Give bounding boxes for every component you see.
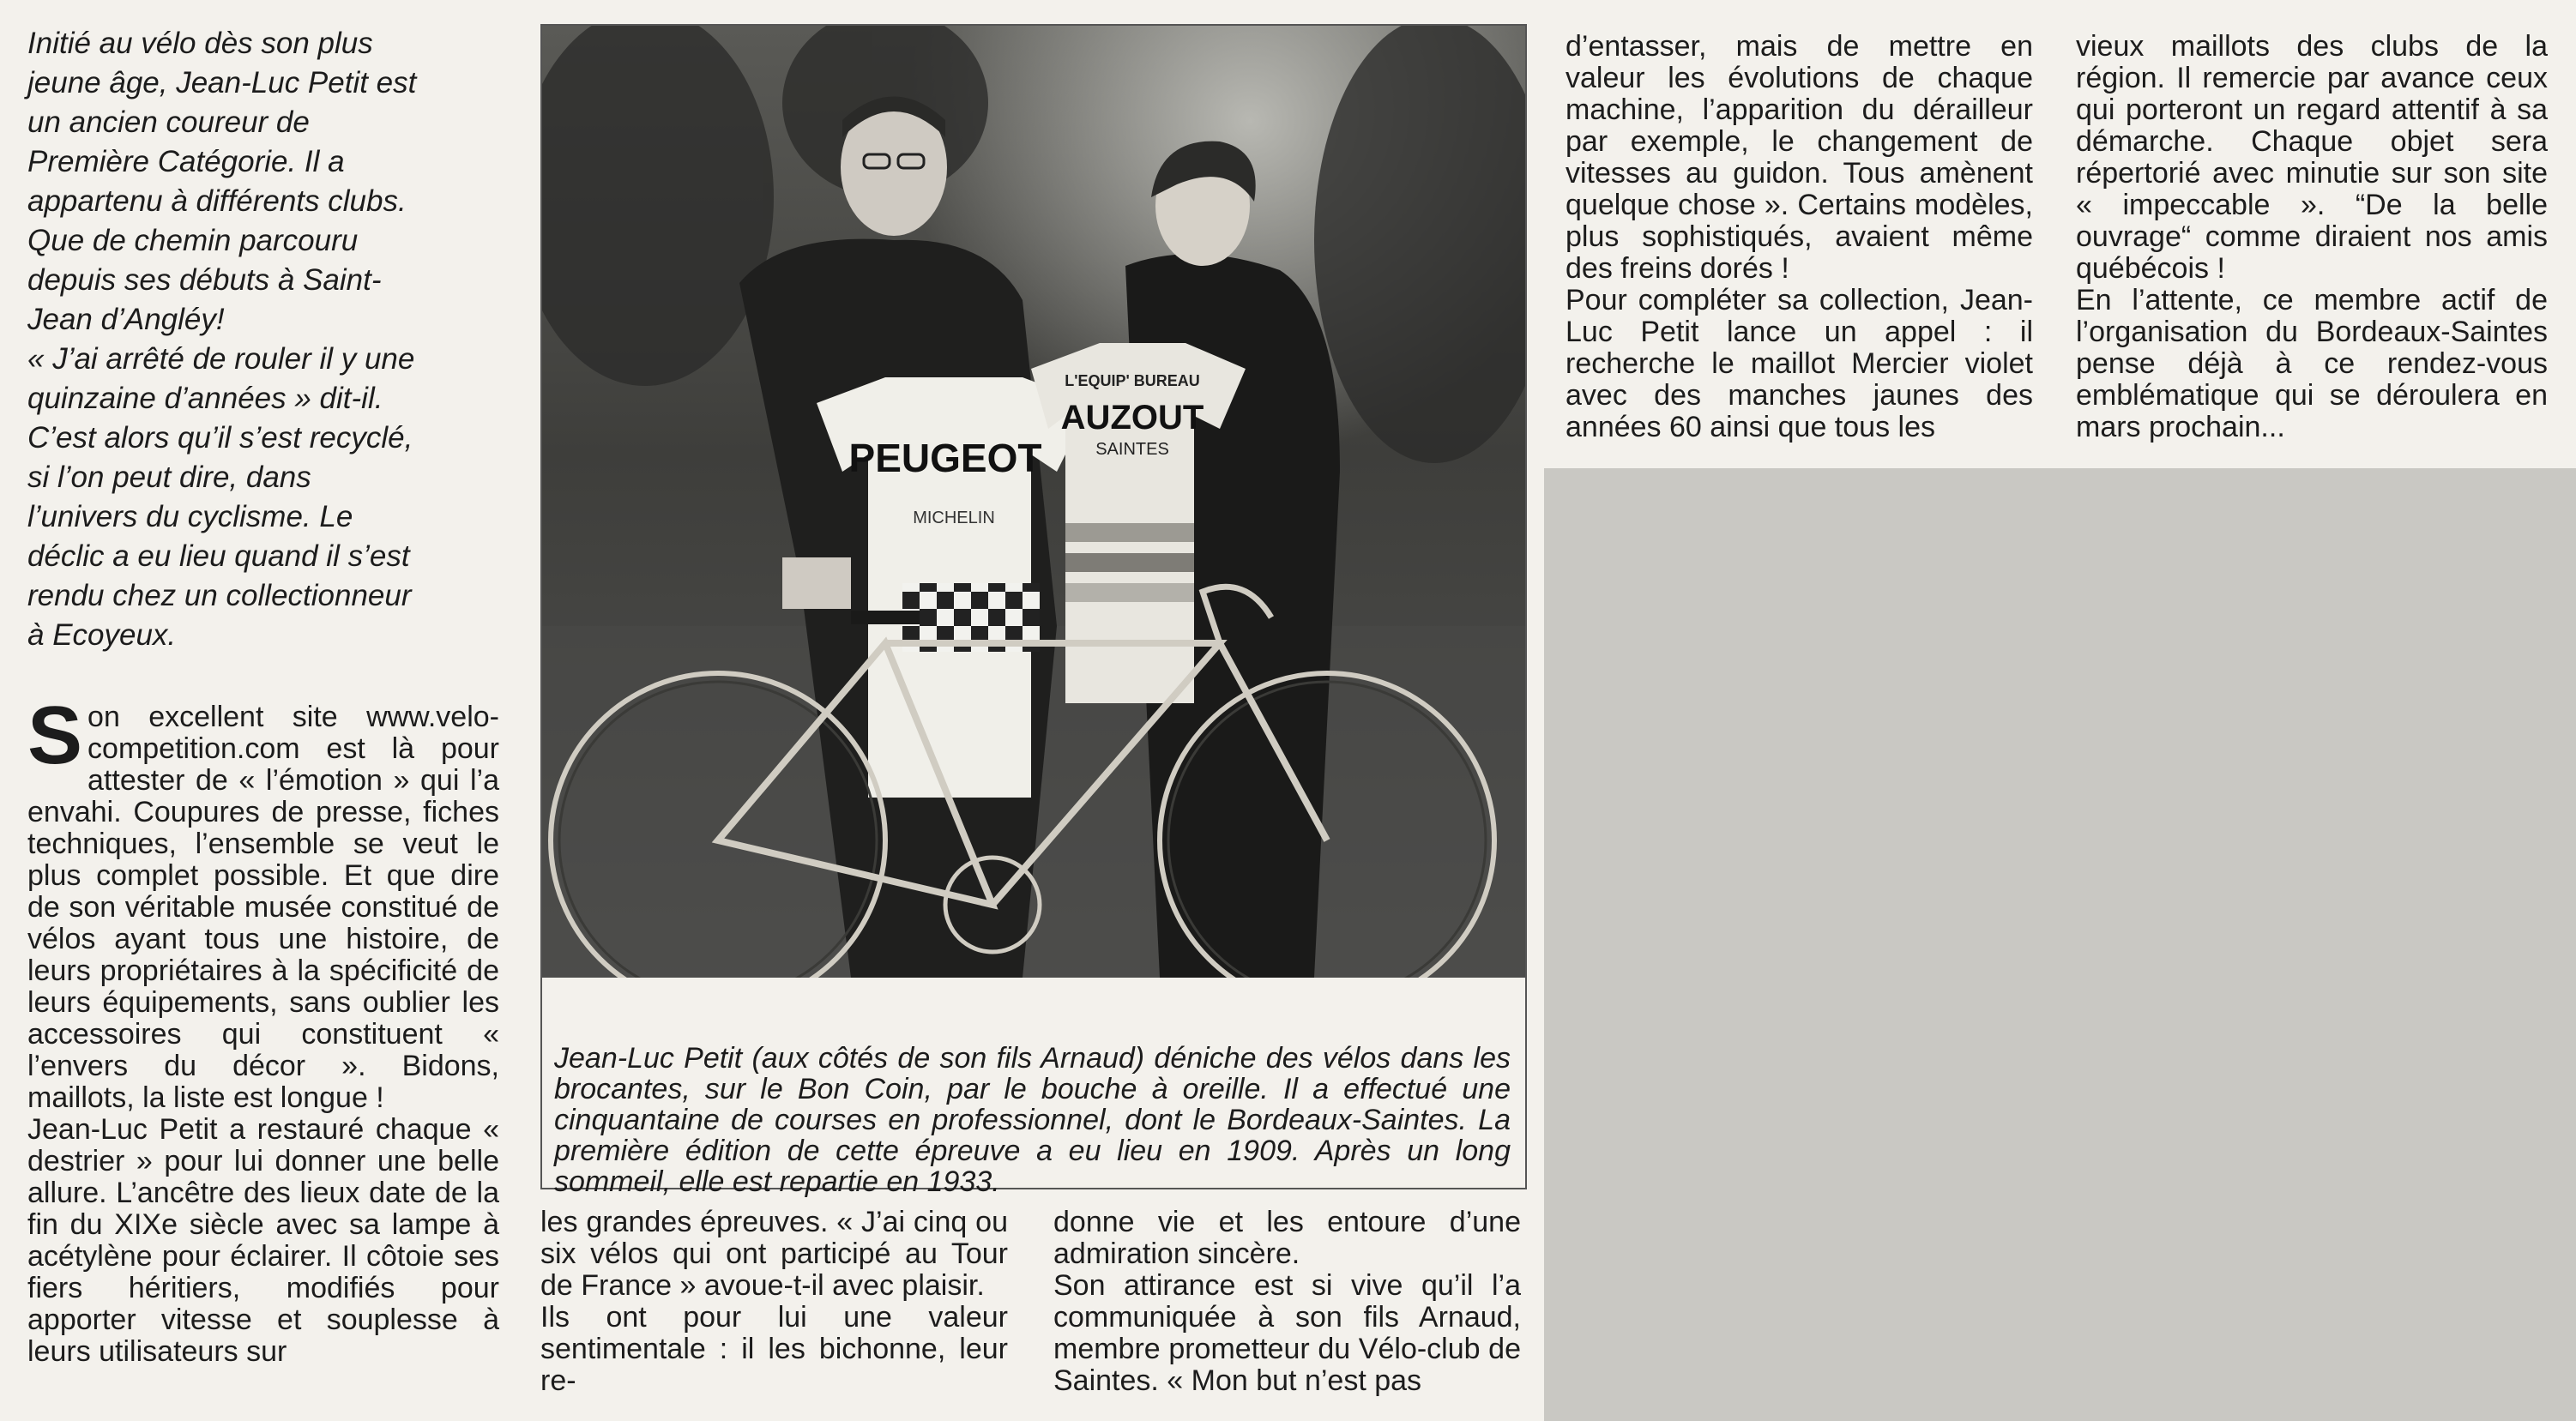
intro-line: à Ecoyeux. <box>27 618 177 652</box>
jersey-sponsor-michelin: MICHELIN <box>913 509 995 527</box>
photo <box>542 26 1525 978</box>
article-column-4 <box>1566 31 2033 443</box>
article-paragraph: les grandes épreuves. « J’ai cinq ou six vélos qui ont participé au Tour de France » avoue-t-il avec plaisir. <box>540 1206 1008 1302</box>
intro-line: Première Catégorie. Il a <box>27 145 345 178</box>
article-paragraph: Son excellent site www.velo-competition.com est là pour attester de « l’émotion » qui l’a envahi. Coupures de presse, fiches techniques, l’ensemble se veut le plus complet possible. Et que dire de son véritable musée constitué de vélos ayant tous une histoire, de leurs propriétaires à la spécificité de leurs équipements, sans oublier les accessoires qui constituent « l’envers du décor ». Bidons, maillots, la liste est longue ! <box>27 689 499 1114</box>
jersey-brand-peugeot: PEUGEOT <box>848 436 1042 480</box>
blank-gray-area <box>1544 468 2576 1421</box>
intro-line: appartenu à différents clubs. <box>27 184 407 218</box>
intro-line: quinzaine d’années » dit-il. <box>27 382 383 415</box>
drop-cap: S <box>27 689 83 781</box>
article-paragraph: d’entasser, mais de mettre en valeur les évolutions de chaque machine, l’apparition du dérailleur par exemple, le changement de vitesses au guidon. Tous amènent quelque chose ». Certains modèles, plus sophistiqués, avaient même des freins dorés ! <box>1566 30 2033 285</box>
article-paragraph: En l’attente, ce membre actif de l’organisation du Bordeaux-Saintes pense déjà à ce rendez-vous emblématique qui se déroulera en mars prochain... <box>2076 284 2548 443</box>
intro-line: Initié au vélo dès son plus <box>27 27 373 60</box>
article-paragraph: Pour compléter sa collection, Jean-Luc Petit lance un appel : il recherche le maillot Mercier violet avec des manches jaunes des années 60 ainsi que tous les <box>1566 284 2033 443</box>
article-paragraph: Ils ont pour lui une valeur sentimentale : il les bichonne, leur re- <box>540 1301 1008 1397</box>
article-paragraph: vieux maillots des clubs de la région. Il remercie par avance ceux qui porteront un regard attentif à sa démarche. Chaque objet sera répertorié avec minutie sur son site « impeccable ». “De la belle ouvrage“ comme diraient nos amis québécois ! <box>2076 30 2548 285</box>
intro-line: jeune âge, Jean-Luc Petit est <box>27 66 417 99</box>
jersey-club-label: L'EQUIP' BUREAU <box>1065 372 1200 389</box>
intro-line: rendu chez un collectionneur <box>27 579 412 612</box>
intro-line: C’est alors qu’il s’est recyclé, <box>27 421 413 455</box>
intro-line: Jean d’Angléy! <box>27 303 225 336</box>
intro-line: « J’ai arrêté de rouler il y une <box>27 342 415 376</box>
article-column-1 <box>27 689 499 1368</box>
intro-line: l’univers du cyclisme. Le <box>27 500 353 533</box>
jersey-brand-auzout: AUZOUT <box>1060 399 1204 437</box>
article-paragraph: donne vie et les entoure d’une admiration sincère. <box>1053 1206 1521 1270</box>
photo-caption: Jean-Luc Petit (aux côtés de son fils Arnaud) déniche des vélos dans les brocantes, sur le Bon Coin, par le bouche à oreille. Il a effectué une cinquantaine de courses en professionnel, dont le Bordeaux-Saintes. La première édition de cette épreuve a eu lieu en 1909. Après un long sommeil, elle est repartie en 1933. <box>554 1042 1511 1198</box>
intro-text <box>27 24 508 655</box>
article-paragraph: Son attirance est si vive qu’il l’a communiquée à son fils Arnaud, membre prometteur du Vélo-club de Saintes. « Mon but n’est pas <box>1053 1269 1521 1397</box>
intro-line: un ancien coureur de <box>27 105 310 139</box>
intro-line: déclic a eu lieu quand il s’est <box>27 539 410 573</box>
photo-frame <box>540 24 1527 1198</box>
article-column-3 <box>1053 1207 1521 1397</box>
article-column-5 <box>2076 31 2548 443</box>
intro-line: si l’on peut dire, dans <box>27 461 311 494</box>
article-paragraph: Jean-Luc Petit a restauré chaque « destrier » pour lui donner une belle allure. L’ancêtre des lieux date de la fin du XIXe siècle avec sa lampe à acétylène pour éclairer. Il côtoie ses fiers héritiers, modifiés pour apporter vitesse et souplesse à leurs utilisateurs sur <box>27 1113 499 1368</box>
intro-line: Que de chemin parcouru <box>27 224 359 257</box>
jersey-city-saintes: SAINTES <box>1095 440 1169 459</box>
article-column-2 <box>540 1207 1008 1397</box>
intro-line: depuis ses débuts à Saint- <box>27 263 382 297</box>
